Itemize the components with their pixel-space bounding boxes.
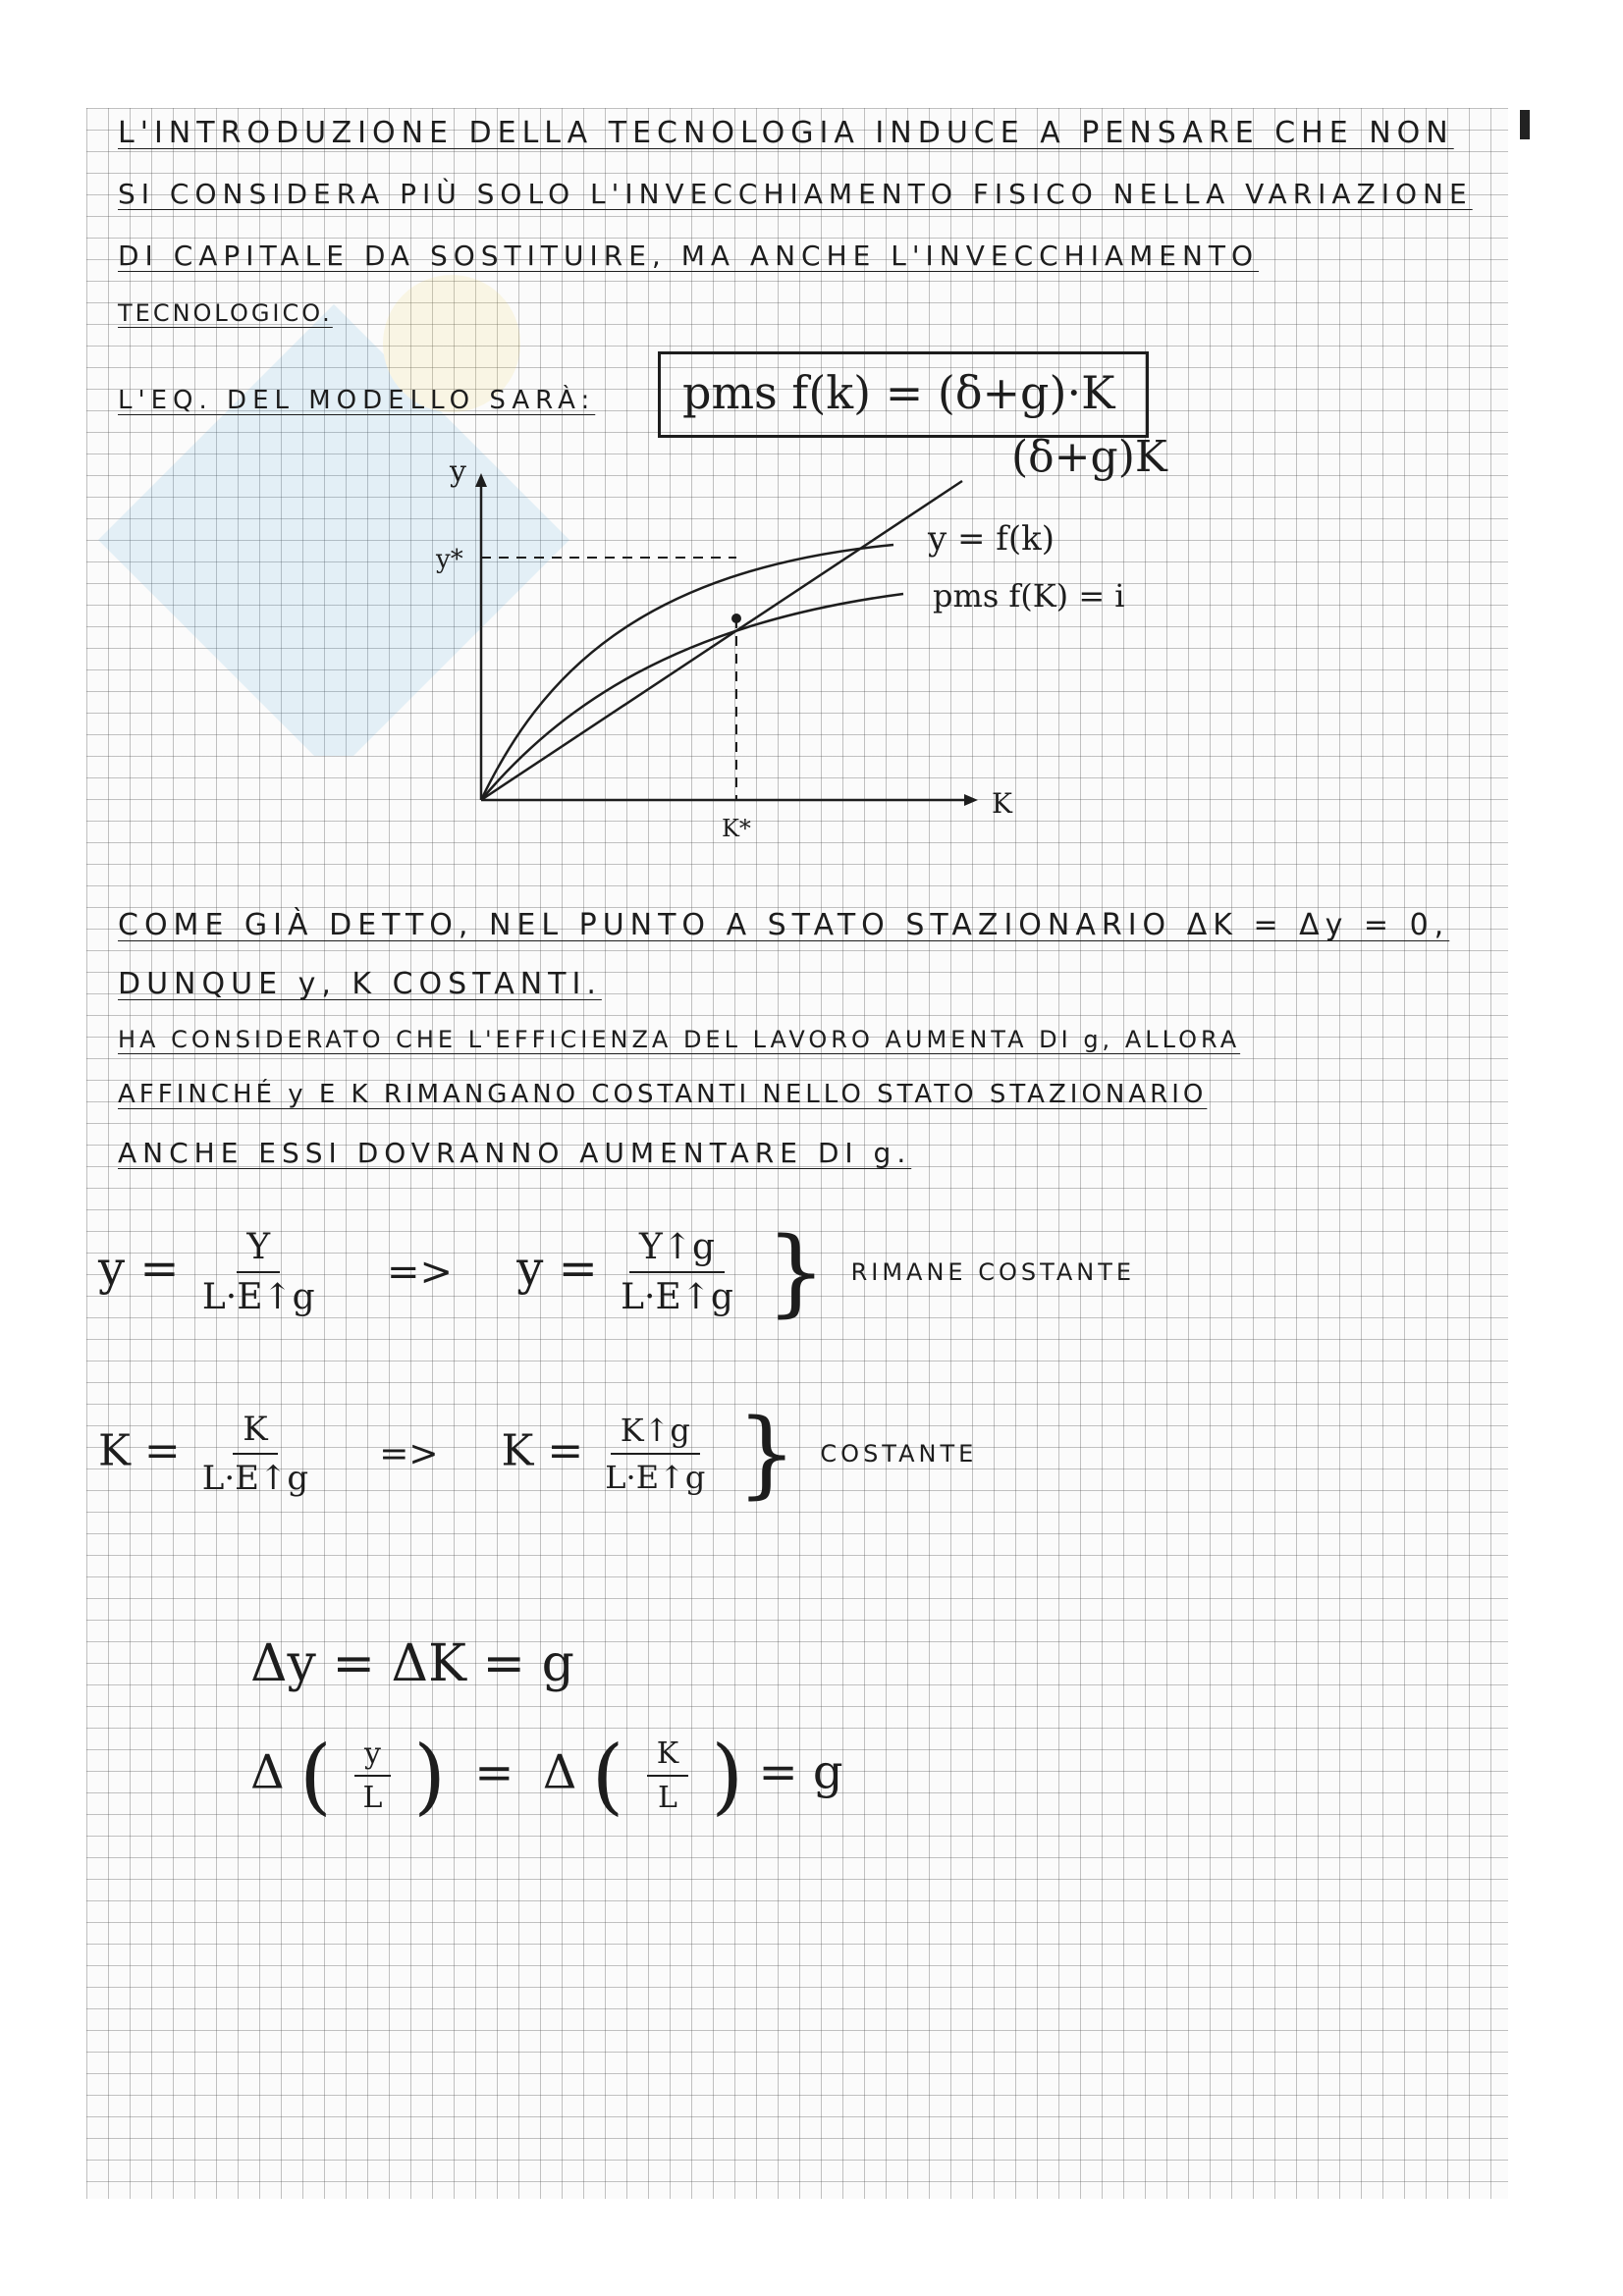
curve-pms-f-k [481,594,903,800]
eq2-brace: } [736,1399,797,1509]
eq4-num1: y [354,1736,391,1777]
curve-y-f-k [481,545,893,800]
eq1-num1: Y [237,1227,280,1273]
equation-delta-ratio [250,1728,843,1824]
eq2-fraction-2 [605,1412,705,1496]
text-line-5: L'EQ. DEL MODELLO SARÀ: [118,386,596,415]
equation-y [98,1217,1135,1327]
eq1-lhs: y = [98,1241,180,1297]
eq2-arrow: => [379,1433,439,1474]
eq2-note: COSTANTE [820,1440,978,1468]
eq4-paren-close-1: ) [413,1728,446,1824]
y-axis-label: y [450,454,466,489]
eq2-den2: L·E↑g [605,1459,706,1496]
eq4-equals: = [474,1744,514,1800]
x-axis-arrow [964,794,978,806]
paragraph-line-d: AFFINCHÉ y E K RIMANGANO COSTANTI NELLO STATO STAZIONARIO [118,1080,1208,1109]
y-star-label: y* [436,545,463,574]
curve-lower-label: pms f(K) = i [933,577,1125,614]
eq4-fraction-2 [647,1736,688,1815]
paragraph-line-e: ANCHE ESSI DOVRANNO AUMENTARE DI g. [118,1137,912,1169]
eq1-num2: Y↑g [629,1227,725,1273]
paragraph-line-b: DUNQUE y, K COSTANTI. [118,967,602,1001]
eq4-paren-close-2: ) [711,1728,744,1824]
equation-k [98,1399,977,1509]
eq1-fraction-2 [621,1227,733,1317]
eq2-fraction-1 [202,1410,308,1498]
eq4-fraction-1 [354,1736,391,1815]
line-depreciation [481,481,962,800]
eq4-delta2: Δ [542,1744,577,1800]
eq4-delta1: Δ [250,1744,285,1800]
text-line-4: TECNOLOGICO. [118,299,333,327]
eq1-fraction-1 [202,1227,315,1317]
text-line-1: L'INTRODUZIONE DELLA TECNOLOGIA INDUCE A PENSARE CHE NON [118,116,1454,150]
page-edge-mark [1520,110,1530,139]
eq4-rhs: = g [758,1744,843,1800]
boxed-equation-main: pms f(k) = (δ+g)·K [682,366,1115,419]
x-axis-label: K [992,787,1012,820]
text-line-2: SI CONSIDERA PIÙ SOLO L'INVECCHIAMENTO FISICO NELLA VARIAZIONE [118,178,1473,210]
eq4-paren-open-1: ( [298,1728,332,1824]
paragraph-line-c: HA CONSIDERATO CHE L'EFFICIENZA DEL LAVORO AUMENTA DI g, ALLORA [118,1026,1241,1053]
y-axis-arrow [475,473,487,487]
eq1-note: RIMANE COSTANTE [850,1258,1136,1286]
equation-delta-growth: Δy = ΔK = g [250,1634,574,1693]
eq2-den1: L·E↑g [201,1459,309,1498]
eq4-paren-open-2: ( [591,1728,624,1824]
solow-graph [422,452,1227,864]
curve-upper-label: y = f(k) [928,519,1055,559]
eq4-num2: K [647,1736,688,1777]
eq4-den2: L [657,1781,677,1815]
eq1-lhs2: y = [516,1241,598,1297]
boxed-equation-denominator: (δ+g)K [1011,432,1167,482]
text-line-3: DI CAPITALE DA SOSTITUIRE, MA ANCHE L'INVECCHIAMENTO [118,240,1260,272]
eq2-lhs: K = [98,1425,181,1476]
eq2-lhs2: K = [501,1425,584,1476]
boxed-equation [658,351,1149,438]
eq1-brace: } [766,1217,827,1327]
eq1-arrow: => [386,1249,453,1295]
paragraph-line-a: COME GIÀ DETTO, NEL PUNTO A STATO STAZIONARIO ΔK = Δy = 0, [118,908,1450,942]
eq1-den1: L·E↑g [201,1277,315,1317]
eq2-num2: K↑g [611,1412,700,1455]
k-star-label: K* [722,815,751,842]
steady-state-point [731,614,741,623]
eq4-den1: L [362,1781,383,1815]
eq2-num1: K [233,1410,277,1455]
eq1-den2: L·E↑g [621,1277,733,1317]
